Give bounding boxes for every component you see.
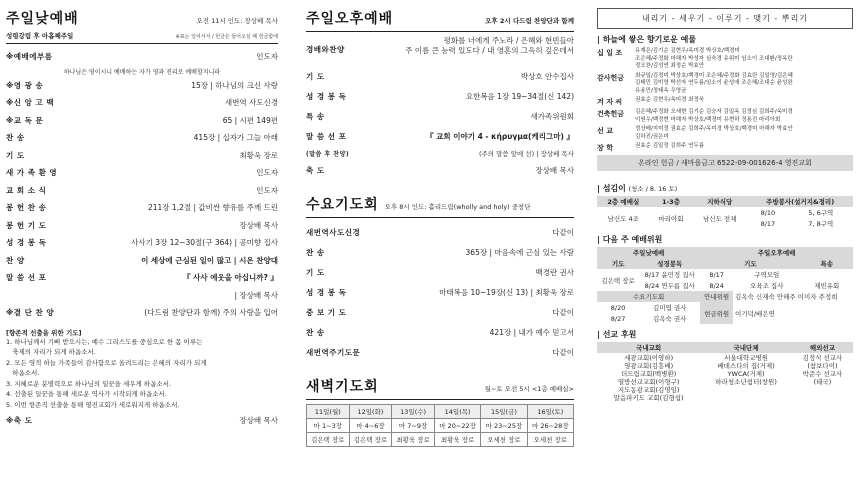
next-cell [639, 280, 700, 291]
mission-col-overseas [792, 353, 853, 403]
dawn-title: 새벽기도회 [306, 379, 379, 395]
praise-songs [405, 36, 574, 56]
prayer-title: [향존적 선출을 위한 기도] [6, 328, 82, 337]
offering-line: 정상배/지미정 권효순 김희주/옥미경 박상호/백경미 마해자 박효안 [635, 126, 793, 132]
order-row [306, 66, 574, 86]
next-reader: 윤민정 집사 [661, 271, 695, 279]
benediction-row [6, 415, 278, 426]
offering-row [597, 48, 853, 71]
order-value: 65 | 시편 149편 [222, 115, 278, 125]
offering-names [635, 143, 704, 153]
mission-entry: (참보다이) [807, 362, 838, 370]
cleaning-row [597, 207, 853, 218]
cleaning-cell: 남신도 4조 [607, 214, 639, 223]
order-value: 마태복음 10~19장(신 13) | 최황욱 장로 [439, 287, 574, 297]
afternoon-order-list [306, 66, 574, 180]
order-label: 기 도 [6, 150, 25, 160]
morning-order-list [6, 48, 278, 322]
offering-line: 김은혜/주정화 오세현 김기순 김승자 김일옥 김정심 김희주/옥미경 [635, 109, 793, 115]
mission-entry: (태국) [813, 378, 832, 386]
wednesday-order-list [306, 222, 574, 362]
order-label: 축 도 [306, 165, 325, 175]
next-sub-header: 성경봉독 [657, 260, 683, 268]
cleaning-header-row [597, 196, 853, 207]
order-label: 말 씀 선 포 [6, 273, 47, 283]
order-label: 새번역사도신경 [306, 227, 361, 237]
order-row [306, 342, 574, 362]
order-row [6, 182, 278, 200]
dawn-cell: 오세천 장로 [481, 433, 527, 447]
order-row [306, 282, 574, 302]
next-special [801, 269, 854, 280]
order-label: 특 송 [306, 111, 325, 121]
order-value: (주의 말씀 앞에 선) | 장상배 목사 [478, 149, 574, 158]
order-label: 기 도 [306, 71, 325, 81]
cleaning-table [597, 196, 853, 229]
order-label: 새번역주기도문 [306, 347, 361, 357]
order-value: 415장 | 십자가 그늘 아래 [193, 133, 278, 143]
dawn-cell: 13일(수) [392, 405, 435, 419]
offering-label: 선 교 [597, 127, 613, 135]
next-sub-header-row [597, 258, 853, 269]
dawn-cell: 김은택 장로 [349, 433, 392, 447]
mission-title: | 선교 후원 [597, 330, 637, 339]
next-special: 제빈유회 [814, 282, 840, 290]
order-label: 중 보 기 도 [306, 307, 347, 317]
dawn-cell: 최황욱 장로 [392, 433, 435, 447]
order-row [306, 322, 574, 342]
order-row [306, 222, 574, 242]
offering-line: 최규일/김정미 박상호/백경미 조은혜/주정화 김효란 김일영/김은혜 [635, 72, 793, 79]
order-row [306, 86, 574, 106]
order-value: 『 교회 이야기 4 - κήρυγμα(케리그마) 』 [426, 131, 574, 141]
kitchen-date: 8/10 [760, 208, 776, 217]
cleaning-cell: 남신도 전체 [703, 214, 737, 223]
order-row [306, 262, 574, 282]
order-row [306, 160, 574, 180]
mission-col-domestic-org [700, 353, 792, 403]
praise-line: 평화를 너에게 주노라 / 은혜와 현빈들아 [443, 36, 574, 45]
order-row [6, 234, 278, 252]
order-label: ※신 앙 고 백 [6, 98, 55, 108]
wednesday-header [306, 194, 574, 214]
prayer-line: 3. 지혜로운 분별력으로 하나님의 일꾼을 세우게 하옵소서. [6, 379, 172, 388]
offering-line: 정오찬/김성연 최정순 박효안 [635, 63, 705, 69]
order-label: 봉 헌 기 도 [6, 220, 47, 230]
counting-value: 이기덕/배은연 [735, 309, 775, 318]
offering-line: 이원우/백정현 마해자 박상호/백경미 유현하 정용진 마리아회 [635, 116, 781, 123]
mission-header-row [597, 342, 853, 353]
next-cell [639, 269, 700, 280]
order-row [306, 302, 574, 322]
offering-names [635, 97, 704, 107]
next-top-header: 주일낮예배 [632, 249, 665, 257]
offering-row [597, 109, 853, 124]
order-label: 교 회 소 식 [6, 185, 47, 195]
next-reader: 연두름 집사 [661, 282, 695, 290]
mission-entry: 베데스다의 집(거제) [717, 362, 775, 370]
offering-line: 유재은/김기순 김현우/옥미경 박상호/백경미 [635, 48, 740, 54]
dawn-texts-row [307, 419, 574, 433]
dawn-cell: 11일(월) [307, 405, 350, 419]
order-row [6, 129, 278, 147]
order-value: 사사기 3장 12~30절(구 364) | 공미향 집사 [131, 238, 278, 248]
prayer-line: 축제의 자리가 되게 하옵소서. [6, 348, 96, 356]
wed-name: 김옥숙 권사 [652, 315, 687, 323]
mission-entry: 더드림교회(백병환) [620, 370, 677, 378]
offering-row [597, 126, 853, 141]
order-row [6, 94, 278, 112]
order-label: ※예배에부름 [6, 52, 53, 62]
order-label: ※교 독 문 [6, 115, 44, 125]
kitchen-date: 8/17 [760, 219, 776, 228]
praise-row [306, 36, 574, 66]
order-label: 성 경 봉 독 [306, 91, 347, 101]
mission-entry: YWCA(거제) [727, 370, 765, 378]
morning-worship-column [6, 8, 278, 426]
order-row [6, 66, 278, 77]
dawn-header [306, 376, 574, 396]
next-date: 8/24 [644, 282, 660, 290]
mission-row [597, 353, 853, 403]
dawn-cell: 16일(토) [527, 405, 573, 419]
mission-entry: 김정식 선교사 [802, 354, 843, 362]
next-main-prayer: 김은택 장로 [601, 276, 635, 285]
benediction-value: 장상배 목사 [239, 416, 278, 425]
order-label: (말씀 후 찬양) [306, 150, 350, 158]
mission-entry: 말음파키도 교회(김형섭) [613, 394, 684, 402]
cleaning-title: | 섬김이 [597, 184, 626, 193]
next-date: 8/17 [644, 271, 660, 279]
news-column [597, 8, 853, 403]
order-row [6, 77, 278, 95]
order-value: 요한복음 1장 19~34절(신 142) [465, 91, 574, 101]
dawn-info: 월~토 오전 5시 <1층 예배실> [484, 385, 574, 393]
order-label: 새 가 족 환 영 [6, 168, 58, 178]
dawn-cell: 15일(금) [481, 405, 527, 419]
next-sub-header: 기도 [611, 260, 625, 268]
guide-label: 안내위원 [700, 291, 733, 302]
order-label: 찬 송 [306, 247, 325, 257]
divider [306, 399, 574, 400]
order-value: | 장상배 목사 [234, 290, 278, 300]
cleaning-header: 2층 예배실 [607, 198, 640, 206]
dawn-cell: 마 4~6장 [349, 419, 392, 433]
kitchen-team: 7, 8구역 [808, 220, 834, 228]
order-value: 하나님은 영이시니 예배하는 자가 영과 진리로 예배할지니라 [63, 68, 221, 76]
order-value: 최황욱 장로 [239, 150, 278, 160]
mission-col-domestic-church [597, 353, 700, 403]
order-row [306, 106, 574, 126]
afternoon-title: 주일오후예배 [306, 11, 394, 27]
order-value: 다같이 [552, 347, 574, 357]
counting-label: 현금위원 [700, 302, 733, 324]
order-row [6, 304, 278, 322]
order-value: 장상배 목사 [535, 165, 574, 175]
morning-sub-left: 성령강림 후 아홉째주일 [6, 32, 74, 40]
order-row [6, 199, 278, 217]
dawn-cell: 마 1~3장 [307, 419, 350, 433]
order-value: 다같이 [552, 307, 574, 317]
next-sub-header: 특송 [820, 260, 834, 268]
wednesday-info: 오후 8시 인도: 홀리드림(wholly and holy) 중창단 [384, 203, 531, 211]
next-top-header-row [597, 247, 853, 258]
guide-value: 김옥숙 신재숙 안해주 이미자 주정희 [735, 293, 838, 301]
mission-entry: 서울대학교병원 [724, 354, 769, 362]
offering-line: 김하진/권은미 [635, 133, 669, 140]
offering-label: 십 일 조 [597, 49, 623, 57]
dawn-cell: 12일(화) [349, 405, 392, 419]
prayer-line: 5. 이번 항존직 선출을 통해 영진교회가 새로워지게 하옵소서. [6, 400, 180, 409]
offering-line: 권효순 김일정 김희주 연두름 [635, 143, 705, 149]
offering-title: | 하늘에 쌓은 향기로운 예물 [597, 35, 697, 44]
next-pm: 오육조 집사 [750, 282, 784, 290]
order-row [6, 217, 278, 235]
offering-label: 겨 자 씨 [597, 98, 623, 106]
next-date2: 8/24 [709, 281, 724, 290]
order-value: (다드림 찬양단과 함께) 주의 사랑을 입어 [144, 308, 278, 318]
order-label: 찬 양 [6, 255, 25, 265]
order-row [6, 252, 278, 270]
offering-line: 권효순 김현우/옥미경 최정욱 [635, 97, 705, 103]
mission-header: 국내교회 [636, 344, 662, 352]
mission-entry: 하라청소년쉼터(창원) [715, 378, 777, 386]
order-label: 찬 송 [6, 133, 25, 143]
next-date2: 8/17 [709, 270, 724, 279]
mission-header: 국내단체 [733, 344, 759, 352]
offering-row [597, 97, 853, 107]
online-account: 온라인 헌금 / 새마을금고 6522-09-001626-4 영진교회 [597, 155, 853, 171]
wed-date: 8/27 [610, 314, 626, 323]
church-motto: 내리기 - 세우기 - 이루기 - 맺기 - 뿌리기 [597, 8, 853, 29]
divider [306, 31, 574, 32]
dawn-cell: 마 20~22장 [434, 419, 480, 433]
order-value: 새번역 사도신경 [224, 98, 278, 108]
mission-entry: 지도동광교회(김영임) [617, 386, 680, 394]
next-row [597, 269, 853, 280]
order-value: 다같이 [552, 227, 574, 237]
offering-names [635, 126, 793, 141]
order-label: ※결 단 찬 양 [6, 308, 55, 318]
offering-row [597, 73, 853, 96]
offering-row [597, 143, 853, 153]
prayer-line: 4. 선출된 일꾼을 통해 새로운 역사가 시작되게 하옵소서. [6, 390, 167, 398]
afternoon-time: 오후 2시 다드림 찬양단과 함께 [485, 17, 574, 25]
order-value: 365장 | 마음속에 근심 있는 사람 [465, 247, 574, 257]
order-label: 성 경 봉 독 [306, 287, 347, 297]
order-label: 기 도 [306, 267, 325, 277]
dawn-cell: 마 23~25장 [481, 419, 527, 433]
order-row [6, 112, 278, 130]
offering-list [597, 48, 853, 153]
order-value: 『 사사 에웃을 아십니까? 』 [183, 273, 278, 283]
mission-entry: 박준수 선교사 [802, 370, 843, 378]
divider [306, 217, 574, 218]
mission-entry: 영광교회(김흥배) [624, 362, 674, 370]
afternoon-header [306, 8, 574, 28]
next-week-title: | 다음 주 예배위원 [597, 235, 663, 244]
order-value: 백경란 권사 [535, 267, 574, 277]
order-value: 15장 | 하나님의 크신 사랑 [191, 80, 278, 90]
dawn-cell: 김은택 장로 [307, 433, 350, 447]
prayer-block [6, 328, 278, 411]
order-row [306, 242, 574, 262]
offering-line: 조은혜/주정화 마해자 박성자 심숙경 유위미 임소이 조대환/정옥란 [635, 55, 793, 62]
cleaning-cell: 마리아회 [658, 214, 684, 223]
order-value: 새가족위원회 [530, 111, 574, 121]
order-row [6, 147, 278, 165]
cleaning-header: 지하식당 [707, 198, 733, 206]
offering-line: 유용민/정태옥 우영균 [635, 87, 687, 94]
dawn-cell: 마 7~9장 [392, 419, 435, 433]
order-value: 인도자 [256, 52, 278, 62]
dawn-leaders-row [307, 433, 574, 447]
order-label: 찬 송 [306, 327, 325, 337]
divider [6, 43, 278, 44]
order-row [306, 146, 574, 160]
morning-sub-row [6, 31, 278, 40]
order-row [6, 164, 278, 182]
wed-label: 수요기도회 [597, 291, 700, 302]
order-value: 이 세상에 근심된 일이 많고 | 시온 찬양대 [141, 255, 278, 265]
order-label: ※영 광 송 [6, 80, 44, 90]
next-week-table [597, 247, 853, 324]
prayer-line: 하옵소서. [6, 369, 40, 377]
prayer-list [6, 337, 278, 411]
offering-line: 김태민 김미영 박선자 연두름/임소이 윤성애 조은혜/조대순 윤성완 [635, 80, 793, 86]
dawn-cell: 14일(목) [434, 405, 480, 419]
offering-label: 건축헌금 [597, 110, 625, 118]
order-value: 장상배 목사 [239, 220, 278, 230]
dawn-table [306, 404, 574, 447]
morning-sub-right: ※표는 일어서서 / 헌금은 들어오실 때 헌금함에 [175, 34, 278, 40]
order-label: 말 씀 선 포 [306, 131, 347, 141]
prayer-line: 2. 모든 영적 하늘 가족들이 감사함으로 올려드리는 은혜의 자리가 되게 [6, 358, 207, 367]
order-row [6, 48, 278, 66]
mission-table [597, 342, 853, 403]
prayer-line: 1. 하나님께서 기뻐 받으시는, 예수 그리스도를 중심으로 한 몸 이루는 [6, 337, 203, 346]
offering-names [635, 48, 793, 71]
wed-date: 8/20 [610, 303, 626, 312]
order-row [306, 126, 574, 146]
dawn-days-row [307, 405, 574, 419]
morning-worship-header [6, 8, 278, 28]
next-sub-header: 기도 [744, 260, 757, 268]
cleaning-header: 1-3층 [661, 198, 680, 206]
cleaning-section [597, 183, 853, 194]
praise-label: 경배와찬양 [306, 45, 345, 54]
morning-worship-title: 주일낮예배 [6, 11, 79, 27]
order-label: 봉 헌 찬 송 [6, 203, 47, 213]
order-value: 211장 1,2절 | 값비싼 향유를 주께 드린 [147, 203, 278, 213]
kitchen-team: 5, 6구역 [808, 209, 834, 217]
cleaning-sub: (청소 / 8. 16 토) [628, 185, 678, 193]
wed-header-row [597, 291, 853, 302]
mission-header: 해외선교 [809, 344, 835, 352]
cleaning-header: 주방봉사(설거지&정리) [766, 198, 835, 206]
dawn-cell: 마 26~28장 [527, 419, 573, 433]
order-value: 인도자 [256, 168, 278, 178]
afternoon-column [306, 8, 574, 447]
next-pm: 구역모임 [754, 271, 780, 279]
offering-label: 감사헌금 [597, 73, 625, 82]
benediction-label: ※축 도 [6, 416, 33, 425]
dawn-cell: 오세천 장로 [527, 433, 573, 447]
offering-names [635, 109, 793, 124]
wed-name: 김미엽 권사 [652, 304, 687, 312]
dawn-cell: 최황욱 장로 [434, 433, 480, 447]
order-row [6, 269, 278, 287]
wednesday-title: 수요기도회 [306, 197, 379, 213]
next-top-header: 주일오후예배 [757, 249, 796, 257]
order-label: 성 경 봉 독 [6, 238, 47, 248]
order-value: 박상호 안수집사 [520, 71, 574, 81]
order-value: 인도자 [256, 185, 278, 195]
offering-label: 장 학 [597, 144, 613, 152]
praise-line: 주 이름 큰 능력 있도다 / 내 영혼의 그윽히 깊은데서 [405, 46, 574, 55]
mission-entry: 세광교회(이영하) [624, 354, 674, 362]
offering-names [635, 73, 793, 96]
mission-entry: 열방선교교회(이형구) [617, 378, 680, 386]
order-row [6, 287, 278, 305]
order-value: 421장 | 내가 예수 믿고서 [489, 327, 574, 337]
morning-worship-time: 오전 11시 인도: 장상배 목사 [196, 17, 278, 25]
wed-row [597, 302, 853, 313]
